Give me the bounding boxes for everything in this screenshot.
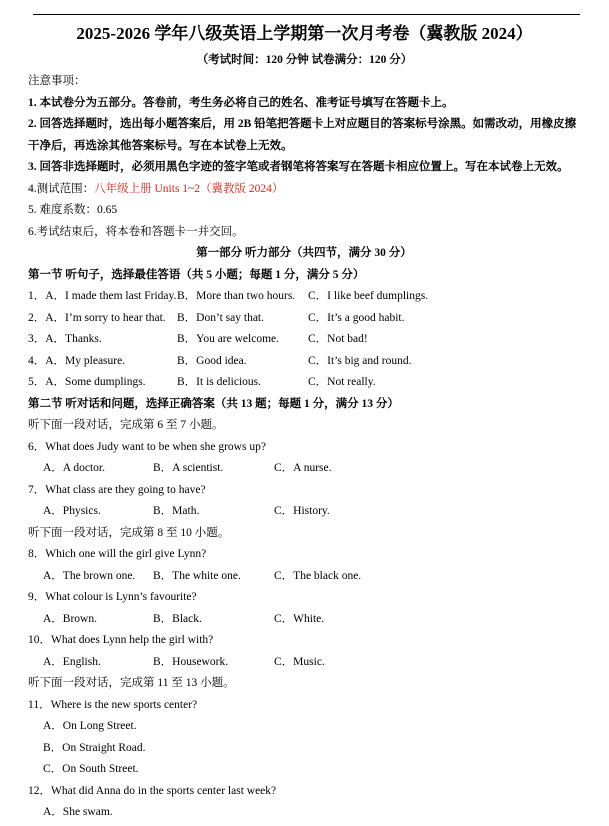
option-a: A．Brown. xyxy=(43,612,97,625)
question-7: 7．What class are they going to have? xyxy=(28,483,206,496)
option-11-a: A．On Long Street. xyxy=(43,720,137,732)
option-c: C．Music. xyxy=(274,655,325,668)
option-a: A．English. xyxy=(43,655,101,668)
option-a: 5．A．Some dumplings. xyxy=(28,376,146,388)
notice-label: 注意事项： xyxy=(28,75,86,87)
option-b: B．Good idea. xyxy=(177,354,247,367)
question-row-4 xyxy=(28,351,580,373)
options-row-7 xyxy=(28,501,580,523)
option-c: C．It’s a good habit. xyxy=(308,311,405,324)
question-6: 6．What does Judy want to be when she grows up? xyxy=(28,440,266,453)
notice-item-6: 6.考试结束后，将本卷和答题卡一并交回。 xyxy=(28,225,244,238)
notice-item-3: 3. 回答非选择题时，必须用黑色字迹的签字笔或者钢笔将答案写在答题卡相应位置上。写在本试卷上无效。 xyxy=(28,161,569,173)
question-10: 10．What does Lynn help the girl with? xyxy=(28,634,214,646)
option-c: C．Not really. xyxy=(308,376,376,388)
options-row-8 xyxy=(28,566,580,588)
option-a: 1．A．I made them last Friday. xyxy=(28,290,177,302)
question-row-3 xyxy=(28,329,580,351)
question-9: 9．What colour is Lynn’s favourite? xyxy=(28,591,197,603)
option-a: A．The brown one. xyxy=(43,569,136,582)
option-b: B．You are welcome. xyxy=(177,333,279,345)
notice-item-2: 2. 回答选择题时，选出每小题答案后，用 2B 铅笔把答题卡上对应题目的答案标号涂黑。如需改动，用橡皮擦干净后，再选涂其他答案标号。写在本试卷上无效。 xyxy=(28,118,577,152)
question-12: 12．What did Anna do in the sports center last week? xyxy=(28,784,277,797)
option-c: C．I like beef dumplings. xyxy=(308,290,429,302)
option-a: A．A doctor. xyxy=(43,462,105,474)
option-b: B．Math. xyxy=(153,505,200,517)
option-a: 2．A．I’m sorry to hear that. xyxy=(28,311,166,324)
option-c: C．History. xyxy=(274,505,330,517)
option-c: C．The black one. xyxy=(274,569,362,582)
option-c: C．Not bad! xyxy=(308,333,368,345)
listening-hint-8-10: 听下面一段对话，完成第 8 至 10 小题。 xyxy=(28,526,230,539)
notice-item-5: 5. 难度系数：0.65 xyxy=(28,204,118,216)
option-b: B．A scientist. xyxy=(153,462,224,474)
page-title: 2025-2026 学年八级英语上学期第一次月考卷（冀教版 2024） xyxy=(76,24,533,43)
listening-hint-11-13: 听下面一段对话，完成第 11 至 13 小题。 xyxy=(28,677,235,689)
option-b: B．Housework. xyxy=(153,655,229,668)
option-b: B．The white one. xyxy=(153,569,241,582)
notice-item-1: 1. 本试卷分为五部分。答卷前，考生务必将自己的姓名、准考证号填写在答题卡上。 xyxy=(28,96,454,109)
part1-heading: 第一部分 听力部分（共四节，满分 30 分） xyxy=(196,247,412,259)
option-12-a: A．She swam. xyxy=(43,806,113,818)
option-b: B．Don’t say that. xyxy=(177,311,264,324)
question-row-5 xyxy=(28,372,580,394)
section1-heading: 第一节 听句子，选择最佳答语（共 5 小题；每题 1 分，满分 5 分） xyxy=(28,268,365,281)
option-11-b: B．On Straight Road. xyxy=(43,741,146,754)
option-c: C．It’s big and round. xyxy=(308,354,412,367)
option-b: B．More than two hours. xyxy=(177,290,296,302)
test-scope-label: 4.测试范围： xyxy=(28,182,95,195)
option-a: A．Physics. xyxy=(43,505,101,517)
options-row-9 xyxy=(28,609,580,631)
option-a: 3．A．Thanks. xyxy=(28,333,102,345)
option-11-c: C．On South Street. xyxy=(43,763,139,775)
exam-time-score: （考试时间：120 分钟 试卷满分：120 分） xyxy=(196,54,413,66)
option-c: C．A nurse. xyxy=(274,462,332,474)
options-row-10 xyxy=(28,652,580,674)
listening-hint-6-7: 听下面一段对话，完成第 6 至 7 小题。 xyxy=(28,419,224,431)
option-b: B．Black. xyxy=(153,612,202,625)
notice-item-4 xyxy=(28,179,580,201)
header-rule xyxy=(33,14,580,15)
document-body xyxy=(28,71,580,824)
test-scope-value: 八年级上册 Units 1~2（冀教版 2024） xyxy=(94,182,284,195)
question-8: 8．Which one will the girl give Lynn? xyxy=(28,548,207,560)
section2-heading: 第二节 听对话和问题，选择正确答案（共 13 题；每题 1 分，满分 13 分） xyxy=(28,397,399,410)
question-row-1 xyxy=(28,286,580,308)
options-row-6 xyxy=(28,458,580,480)
question-11: 11．Where is the new sports center? xyxy=(28,698,198,711)
option-c: C．White. xyxy=(274,612,325,625)
option-a: 4．A．My pleasure. xyxy=(28,354,126,367)
question-row-2 xyxy=(28,308,580,330)
option-b: B．It is delicious. xyxy=(177,376,262,388)
